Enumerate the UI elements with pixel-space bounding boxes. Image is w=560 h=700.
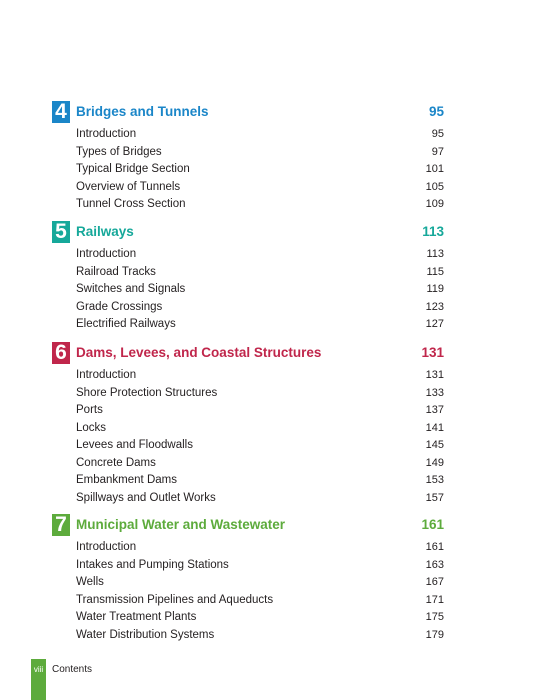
toc-entry[interactable] — [52, 196, 444, 214]
toc-entry[interactable] — [52, 557, 444, 575]
chapter-title: Railways — [76, 224, 134, 239]
chapter-page-number: 131 — [421, 345, 444, 360]
toc-entry-title: Water Treatment Plants — [76, 611, 197, 623]
chapter-entry-list — [52, 367, 444, 507]
toc-entry-title: Tunnel Cross Section — [76, 198, 186, 210]
chapter-heading[interactable] — [52, 100, 444, 124]
toc-entry-title: Ports — [76, 404, 103, 416]
toc-entry[interactable] — [52, 574, 444, 592]
toc-entry[interactable] — [52, 402, 444, 420]
toc-entry-title: Transmission Pipelines and Aqueducts — [76, 593, 274, 606]
toc-entry-title: Levees and Floodwalls — [76, 439, 193, 451]
chapter-entry-list — [52, 539, 444, 644]
toc-entry[interactable] — [52, 609, 444, 627]
chapter-number-badge: 5 — [52, 221, 70, 243]
toc-entry-page: 101 — [425, 163, 444, 175]
toc-entry[interactable] — [52, 264, 444, 282]
toc-entry-page: 171 — [425, 593, 444, 606]
chapter-entry-list — [52, 246, 444, 334]
chapter-block — [52, 220, 444, 334]
toc-entry-page: 157 — [425, 491, 444, 504]
toc-entry-page: 115 — [426, 265, 444, 278]
chapter-entry-list — [52, 126, 444, 214]
toc-entry-page: 161 — [425, 541, 444, 553]
toc-entry-page: 127 — [425, 318, 444, 330]
toc-entry-title: Shore Protection Structures — [76, 386, 218, 399]
chapter-title: Dams, Levees, and Coastal Structures — [76, 345, 322, 360]
toc-entry[interactable] — [52, 367, 444, 385]
toc-entry[interactable] — [52, 126, 444, 144]
toc-entry-page: 109 — [425, 198, 444, 210]
toc-entry-title: Grade Crossings — [76, 300, 163, 313]
toc-entry-page: 167 — [425, 576, 444, 588]
toc-entry-page: 97 — [431, 145, 444, 158]
chapter-block — [52, 341, 444, 507]
chapter-page-number: 113 — [422, 224, 444, 239]
toc-entry-page: 163 — [425, 558, 444, 571]
footer-section-label: Contents — [52, 664, 93, 675]
toc-entry-title: Typical Bridge Section — [76, 163, 190, 175]
toc-entry-page: 179 — [425, 628, 444, 641]
toc-entry[interactable] — [52, 472, 444, 490]
toc-entry-page: 175 — [425, 611, 444, 623]
toc-entry-title: Switches and Signals — [76, 283, 186, 295]
toc-entry-title: Introduction — [76, 369, 137, 381]
toc-entry-title: Wells — [76, 576, 104, 588]
toc-entry-page: 149 — [425, 456, 444, 469]
toc-entry-title: Introduction — [76, 248, 137, 260]
toc-entry-title: Overview of Tunnels — [76, 180, 181, 193]
toc-entry-page: 119 — [426, 283, 444, 295]
toc-entry[interactable] — [52, 179, 444, 197]
chapter-heading[interactable] — [52, 220, 444, 244]
toc-entry-title: Locks — [76, 421, 107, 434]
toc-entry-title: Concrete Dams — [76, 456, 156, 469]
toc-entry[interactable] — [52, 144, 444, 162]
toc-entry[interactable] — [52, 385, 444, 403]
chapter-number-badge: 6 — [52, 342, 70, 364]
toc-entry[interactable] — [52, 316, 444, 334]
chapter-page-number: 95 — [428, 104, 444, 119]
footer-page-number: viii — [33, 665, 44, 674]
toc-entry-title: Water Distribution Systems — [76, 628, 215, 641]
toc-entry[interactable] — [52, 420, 444, 438]
toc-entry-page: 123 — [425, 300, 444, 313]
chapter-title: Municipal Water and Wastewater — [76, 517, 286, 532]
chapter-number-badge: 7 — [52, 514, 70, 536]
toc-entry-page: 133 — [425, 386, 444, 399]
toc-entry[interactable] — [52, 490, 444, 508]
toc-entry-page: 105 — [425, 180, 444, 193]
chapter-number-badge: 4 — [52, 101, 70, 123]
toc-entry-page: 113 — [426, 248, 444, 260]
toc-entry[interactable] — [52, 299, 444, 317]
toc-entry[interactable] — [52, 161, 444, 179]
chapter-block — [52, 513, 444, 644]
toc-entry-title: Spillways and Outlet Works — [76, 491, 216, 504]
chapter-block — [52, 100, 444, 214]
chapter-page-number: 161 — [421, 517, 444, 532]
toc-entry[interactable] — [52, 455, 444, 473]
toc-entry[interactable] — [52, 592, 444, 610]
chapter-heading[interactable] — [52, 341, 444, 365]
toc-entry-title: Introduction — [76, 128, 137, 140]
toc-entry-title: Introduction — [76, 541, 137, 553]
toc-entry-title: Electrified Railways — [76, 318, 176, 330]
toc-entry[interactable] — [52, 437, 444, 455]
toc-entry-title: Railroad Tracks — [76, 265, 156, 278]
toc-entry-page: 95 — [431, 128, 444, 140]
toc-entry-page: 131 — [425, 369, 444, 381]
toc-entry-page: 153 — [425, 474, 444, 486]
toc-entry-title: Embankment Dams — [76, 474, 177, 486]
chapter-heading[interactable] — [52, 513, 444, 537]
toc-entry-page: 137 — [425, 404, 444, 416]
toc-entry-page: 145 — [425, 439, 444, 451]
toc-entry-title: Types of Bridges — [76, 145, 162, 158]
toc-entry[interactable] — [52, 246, 444, 264]
chapter-title: Bridges and Tunnels — [76, 104, 209, 119]
toc-entry-page: 141 — [425, 421, 444, 434]
toc-entry-title: Intakes and Pumping Stations — [76, 558, 229, 571]
toc-entry[interactable] — [52, 627, 444, 645]
toc-entry[interactable] — [52, 539, 444, 557]
toc-entry[interactable] — [52, 281, 444, 299]
